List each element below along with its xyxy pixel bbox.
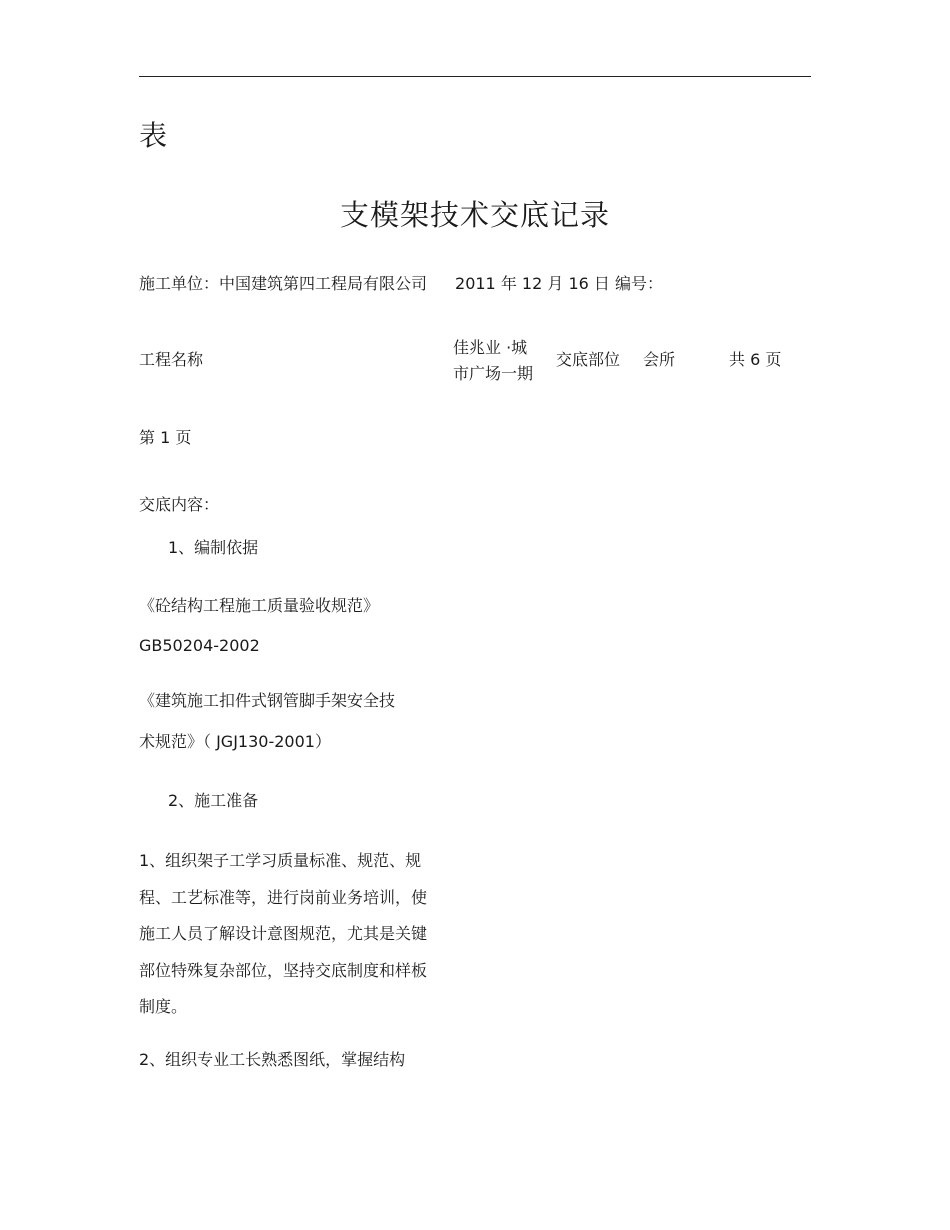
corner-char: 表 — [139, 119, 168, 152]
project-name-line-2: 市广场一期 — [453, 364, 534, 383]
total-pages: 共 6 页 — [729, 350, 782, 369]
construction-unit: 施工单位：中国建筑第四工程局有限公司 — [139, 274, 428, 293]
part-label: 交底部位 — [556, 350, 621, 369]
content-label: 交底内容： — [139, 495, 220, 514]
section-2-heading: 2、施工准备 — [168, 791, 259, 810]
reference-1-code: GB50204-2002 — [139, 636, 260, 655]
top-rule — [139, 76, 811, 77]
page-number: 第 1 页 — [139, 428, 192, 447]
reference-2-line-1: 《建筑施工扣件式钢管脚手架安全技 — [139, 691, 396, 710]
project-name-value — [453, 335, 553, 387]
document-title: 支模架技术交底记录 — [339, 198, 610, 232]
part-value: 会所 — [643, 350, 676, 369]
date-and-number: 2011 年 12 月 16 日 编号： — [455, 274, 663, 293]
reference-2-line-2: 术规范》（ JGJ130-2001） — [139, 732, 331, 751]
paragraph-2: 2、组织专业工长熟悉图纸，掌握结构 — [139, 1050, 406, 1069]
project-name-line-1: 佳兆业 ·城 — [453, 338, 528, 357]
project-name-label: 工程名称 — [139, 350, 204, 369]
meta-line — [139, 272, 663, 296]
reference-1-title: 《砼结构工程施工质量验收规范》 — [139, 596, 380, 615]
section-1-heading: 1、编制依据 — [168, 538, 259, 557]
paragraph-1: 1、组织架子工学习质量标准、规范、规程、工艺标准等，进行岗前业务培训，使施工人员了解设计意图规范，尤其是关键部位特殊复杂部位，坚持交底制度和样板制度。 — [139, 851, 428, 1016]
